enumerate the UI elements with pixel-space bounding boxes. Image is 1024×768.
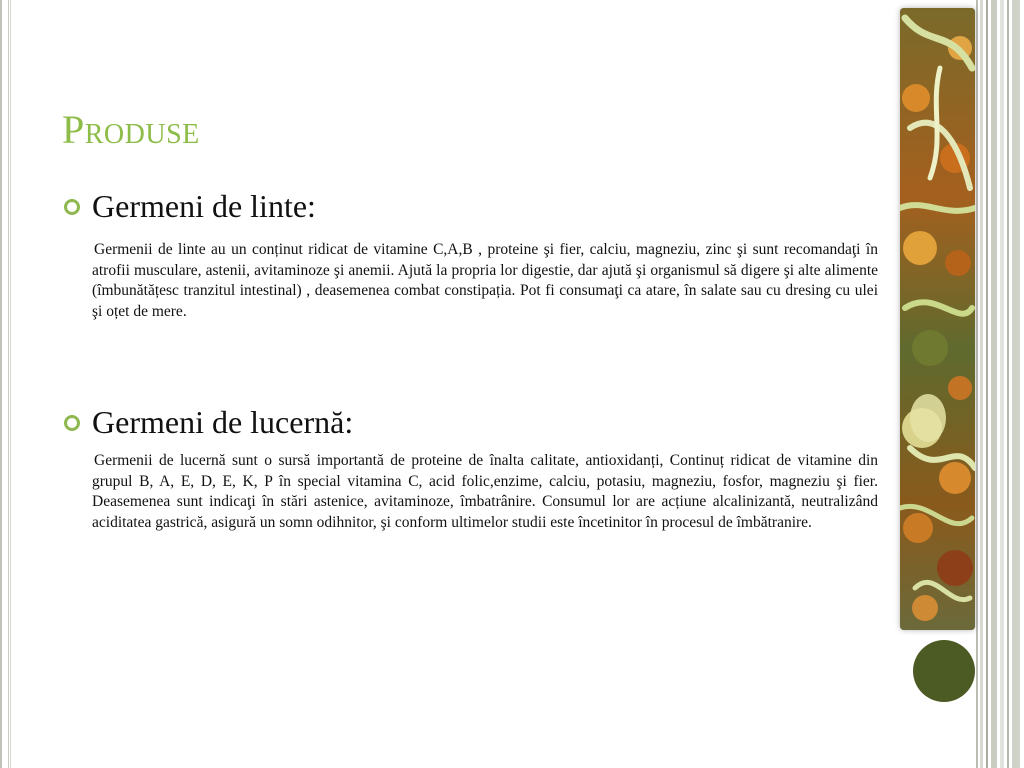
bullet-item-lucerna	[64, 404, 353, 441]
section-heading: Germeni de linte:	[92, 188, 316, 224]
section-body: Germenii de lucernă sunt o sursă importantă de proteine de înalta calitate, antioxidanți, Continuț ridicat de vitamine din grupul B, A, E, D, E, K, P în special vitamina C, acid folic,enzime, calciu, potasiu, magneziu, fosfor, magneziu şi fier. Deasemenea sunt indicaţi în stări astenice, avitaminoze, îmbatrânire. Consumul lor are acțiune alcalinizantă, neutralizând aciditatea gastrică, asigură un somn odihnitor, şi conform ultimelor studii este încetinitor în procesul de îmbătranire.	[92, 452, 878, 531]
right-border-stripes	[976, 0, 1024, 768]
sprouts-photo	[900, 8, 975, 630]
ring-bullet-icon	[64, 199, 80, 215]
slide-title: Produse	[62, 107, 200, 152]
ring-bullet-icon	[64, 415, 80, 431]
decorative-circle	[913, 640, 975, 702]
bullet-item-linte	[64, 188, 316, 225]
left-border-line	[0, 0, 2, 768]
section-heading: Germeni de lucernă:	[92, 404, 354, 440]
sprouts-photo-graphic	[900, 8, 975, 630]
left-border-line	[10, 0, 11, 768]
section-body: Germenii de linte au un conținut ridicat de vitamine C,A,B , proteine şi fier, calciu, magneziu, zinc şi sunt recomandaţi în atrofii musculare, astenii, avitaminoze şi anemii. Ajută la propria lor digestie, dar ajută şi organismul să digere şi alte alimente (îmbunătățesc tranzitul intestinal) , deasemenea combat constipația. Pot fi consumaţi ca atare, în salate sau cu dresing cu ulei şi oțet de mere.	[92, 241, 878, 320]
left-border-line	[8, 0, 9, 768]
